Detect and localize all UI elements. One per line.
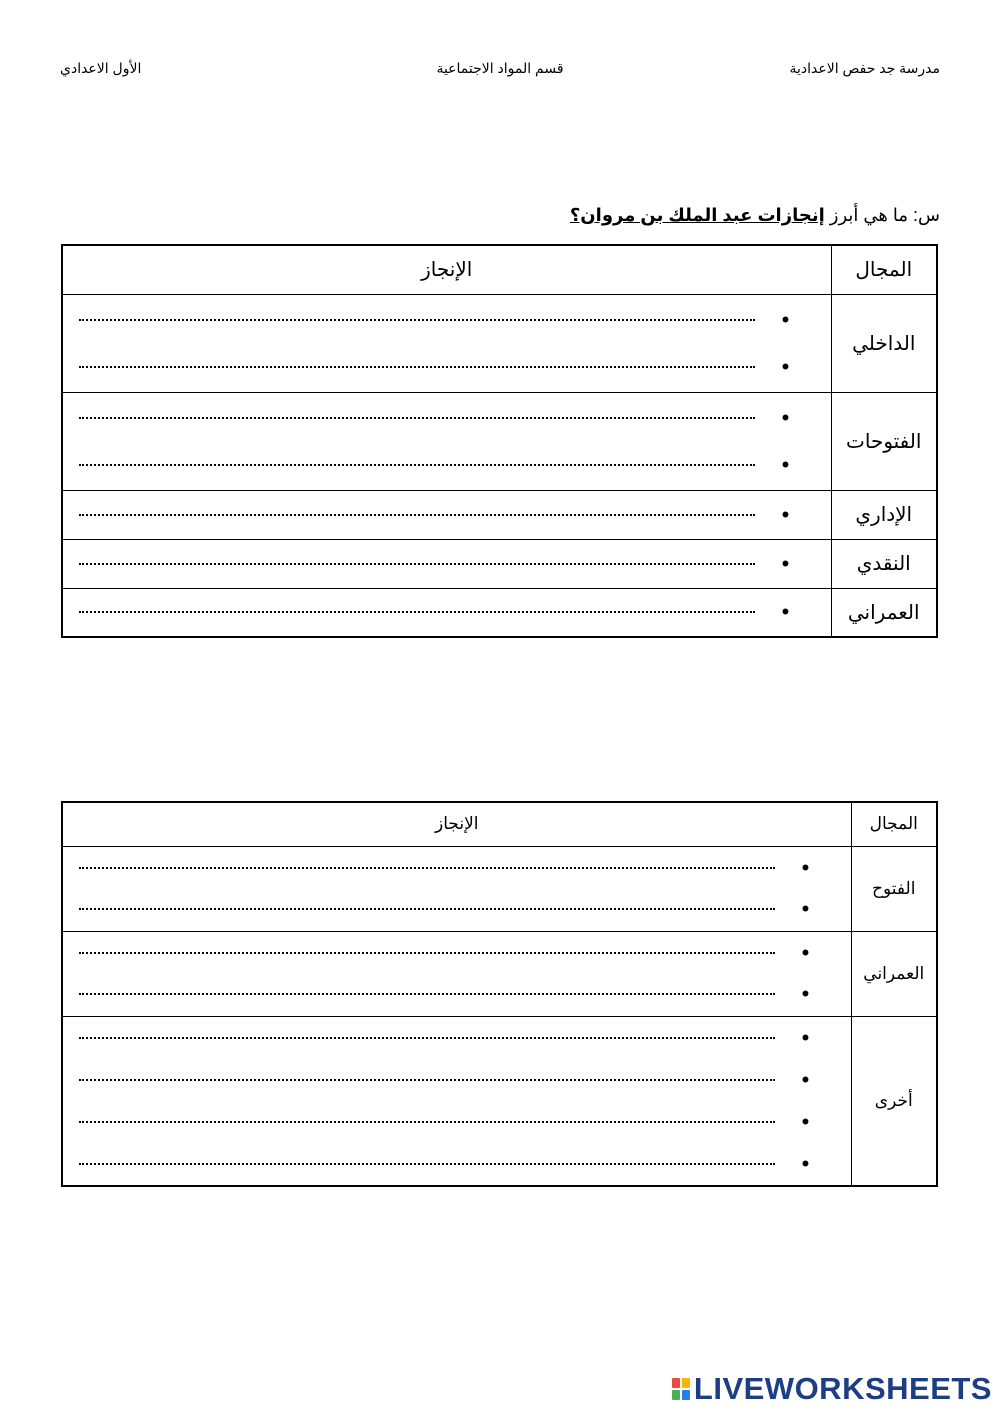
area-cell: النقدي xyxy=(831,539,937,588)
answer-line[interactable] xyxy=(79,366,755,368)
answer-line[interactable] xyxy=(79,464,755,466)
area-cell: الداخلي xyxy=(831,294,937,392)
bullet-icon: • xyxy=(801,1066,810,1092)
logo-square xyxy=(682,1390,690,1400)
table-row xyxy=(62,1016,937,1186)
watermark-text: LIVEWORKSHEETS xyxy=(693,1371,992,1406)
area-cell: العمراني xyxy=(851,931,937,1016)
question xyxy=(570,205,940,226)
bullet-icon: • xyxy=(801,855,810,880)
bullet-icon: • xyxy=(781,599,790,625)
answer-cell xyxy=(62,294,831,392)
bullet-icon: • xyxy=(781,353,790,379)
table-row xyxy=(62,539,937,588)
answer-cell xyxy=(62,1016,851,1186)
answer-line[interactable] xyxy=(79,1163,775,1165)
logo-square xyxy=(682,1378,690,1388)
bullet-icon: • xyxy=(801,1150,810,1176)
answer-cell xyxy=(62,392,831,490)
achievements-table-1 xyxy=(61,244,938,638)
grade-level: الأول الاعدادي xyxy=(60,60,142,76)
bullet-icon: • xyxy=(801,896,810,921)
achievements-table-2 xyxy=(61,801,938,1187)
area-cell: العمراني xyxy=(831,588,937,637)
bullet-icon: • xyxy=(781,404,790,430)
answer-line[interactable] xyxy=(79,993,775,995)
bullet-icon: • xyxy=(781,550,790,576)
table-header-row xyxy=(62,245,937,294)
bullet-icon: • xyxy=(781,501,790,527)
answer-line[interactable] xyxy=(79,908,775,910)
liveworksheets-logo-icon xyxy=(672,1378,690,1400)
answer-cell xyxy=(62,931,851,1016)
answer-line[interactable] xyxy=(79,1121,775,1123)
logo-square xyxy=(672,1378,680,1388)
table-row xyxy=(62,931,937,1016)
answer-cell xyxy=(62,588,831,637)
header-achievement: الإنجاز xyxy=(62,245,831,294)
header-achievement: الإنجاز xyxy=(62,802,851,846)
liveworksheets-watermark xyxy=(672,1371,992,1407)
header-area: المجال xyxy=(831,245,937,294)
answer-cell xyxy=(62,846,851,931)
answer-line[interactable] xyxy=(79,1079,775,1081)
bullet-icon: • xyxy=(781,451,790,477)
table-header-row xyxy=(62,802,937,846)
question-prefix: س: ما هي أبرز xyxy=(824,205,940,225)
answer-cell xyxy=(62,539,831,588)
table-row xyxy=(62,294,937,392)
bullet-icon: • xyxy=(801,940,810,965)
answer-line[interactable] xyxy=(79,952,775,954)
bullet-icon: • xyxy=(781,306,790,332)
area-cell: الفتوح xyxy=(851,846,937,931)
bullet-icon: • xyxy=(801,1108,810,1134)
answer-cell xyxy=(62,490,831,539)
table-row xyxy=(62,490,937,539)
answer-line[interactable] xyxy=(79,514,755,516)
bullet-icon: • xyxy=(801,981,810,1006)
area-cell: الإداري xyxy=(831,490,937,539)
table-row xyxy=(62,392,937,490)
question-emphasis: إنجازات عبد الملك بن مروان؟ xyxy=(569,205,825,225)
school-name: مدرسة جد حفص الاعدادية xyxy=(789,60,940,76)
table-row xyxy=(62,846,937,931)
department-name: قسم المواد الاجتماعية xyxy=(436,60,564,76)
bullet-icon: • xyxy=(801,1024,810,1050)
logo-square xyxy=(672,1390,680,1400)
answer-line[interactable] xyxy=(79,611,755,613)
answer-line[interactable] xyxy=(79,563,755,565)
answer-line[interactable] xyxy=(79,417,755,419)
answer-line[interactable] xyxy=(79,1037,775,1039)
answer-line[interactable] xyxy=(79,867,775,869)
header-area: المجال xyxy=(851,802,937,846)
area-cell: الفتوحات xyxy=(831,392,937,490)
table-row xyxy=(62,588,937,637)
area-cell: أخرى xyxy=(851,1016,937,1186)
answer-line[interactable] xyxy=(79,319,755,321)
